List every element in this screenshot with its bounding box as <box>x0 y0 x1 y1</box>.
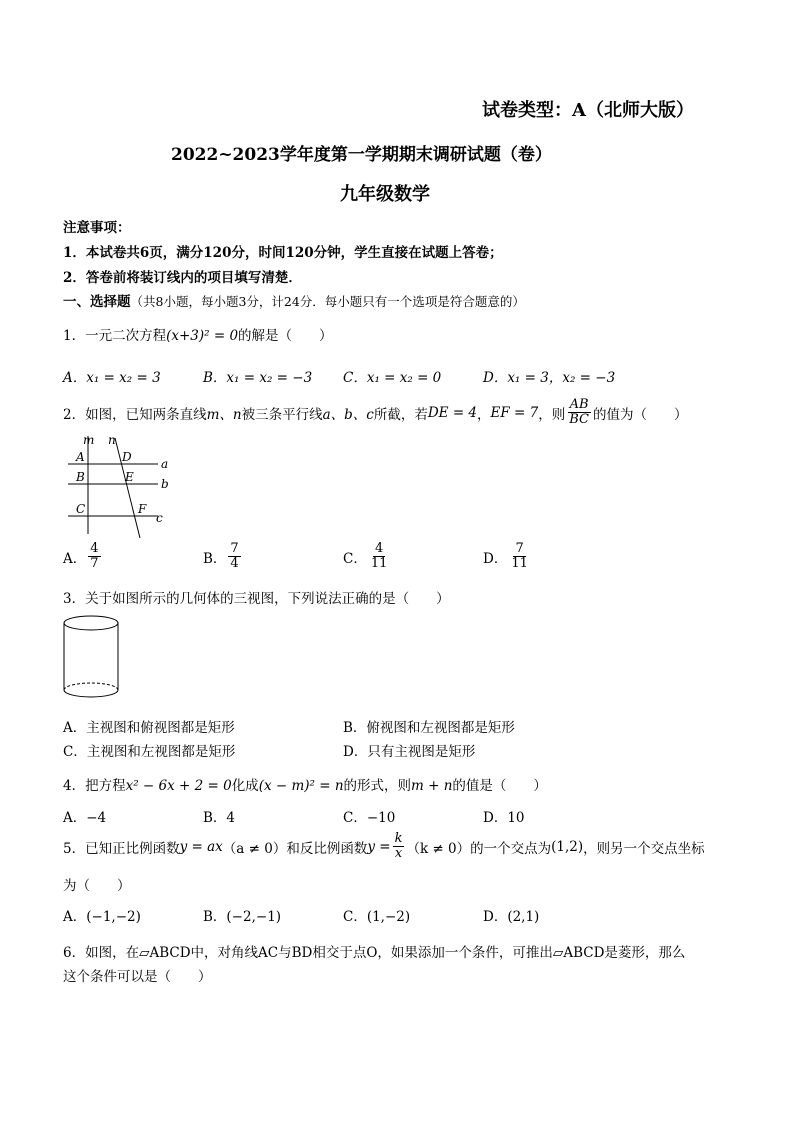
q2-option-c-num: 4 <box>374 541 384 556</box>
q2-option-c-den: 11 <box>370 556 388 571</box>
label-F: F <box>138 502 147 516</box>
q5-stem-c: 的一个交点为 <box>470 840 552 857</box>
q5-option-c[interactable]: C．(1,−2) <box>343 909 411 925</box>
question-4-stem <box>63 774 547 794</box>
q2-option-c-label: C． <box>343 550 367 567</box>
notes-heading: 注意事项： <box>63 220 131 236</box>
q5-f2-lhs: y = <box>367 838 391 855</box>
q5-f2-den: x <box>394 846 403 861</box>
q1-option-c[interactable]: C．x₁ = x₂ = 0 <box>343 370 442 386</box>
q2-ef: EF = 7 <box>490 404 539 421</box>
q2-option-d[interactable] <box>483 542 532 571</box>
q2-stem-c: 所截，若 <box>373 406 428 423</box>
q2-stem-b: 被三条平行线 <box>241 406 323 423</box>
q4-eq1: x² − 6x + 2 = 0 <box>125 778 232 794</box>
q2-option-d-label: D． <box>483 550 508 567</box>
cylinder-figure <box>60 612 124 704</box>
cylinder-bottom-front <box>64 690 118 697</box>
q4-option-d[interactable]: D．10 <box>483 810 525 826</box>
paper-title: 2022~2023学年度第一学期期末调研试题（卷） <box>171 145 552 165</box>
q4-stem-d: 的值是（ ） <box>452 778 547 794</box>
q5-option-d[interactable]: D．(2,1) <box>483 909 540 925</box>
q5-point: (1,2) <box>551 838 584 855</box>
cylinder-bottom-back <box>64 683 118 690</box>
q2-abc: a、b、c <box>322 406 374 423</box>
q2-option-c-frac <box>369 542 390 571</box>
q2-stem-d: ，则 <box>538 406 566 423</box>
question-1-stem <box>63 324 333 344</box>
q3-option-c[interactable]: C．主视图和左视图都是矩形 <box>63 744 236 760</box>
question-5-stem <box>63 832 705 861</box>
label-B: B <box>76 470 85 484</box>
q3-option-d[interactable]: D．只有主视图是矩形 <box>343 744 476 760</box>
label-E: E <box>125 470 134 484</box>
q2-fraction <box>567 398 591 427</box>
notes-item-2: 2．答卷前将装订线内的项目填写清楚． <box>63 270 302 286</box>
q2-mn: m、n <box>206 406 242 423</box>
q5-stem-line2: 为（ ） <box>63 878 131 894</box>
q5-f2-fraction <box>393 832 405 861</box>
q4-option-c[interactable]: C．−10 <box>343 810 396 826</box>
q5-option-b[interactable]: B．(−2,−1) <box>203 909 282 925</box>
section-desc: （共8小题，每小题3分，计24分．每小题只有一个选项是符合题意的） <box>130 294 525 309</box>
label-a: a <box>161 457 169 471</box>
q4-stem-c: 的形式，则 <box>343 778 412 794</box>
label-C: C <box>76 502 86 516</box>
q1-option-a[interactable]: A．x₁ = x₂ = 3 <box>63 370 161 386</box>
q2-figure <box>60 430 180 542</box>
q2-option-d-num: 7 <box>515 541 524 556</box>
label-m: m <box>83 433 95 447</box>
q2-option-d-den: 11 <box>511 556 528 571</box>
q2-frac-num: AB <box>569 397 589 412</box>
cylinder-top <box>64 616 118 630</box>
q1-stem-a: 1．一元二次方程 <box>63 328 167 344</box>
q2-option-a-label: A． <box>63 550 87 567</box>
q2-option-b-den: 4 <box>230 556 239 571</box>
q5-option-a[interactable]: A．(−1,−2) <box>63 909 141 925</box>
q5-f1: y = ax <box>179 838 223 855</box>
q2-option-c[interactable] <box>343 542 391 571</box>
q1-stem-b: 的解是（ ） <box>238 328 333 344</box>
label-A: A <box>76 450 85 464</box>
q2-option-b-label: B． <box>203 550 227 567</box>
q3-option-a[interactable]: A．主视图和俯视图都是矩形 <box>63 720 235 736</box>
q2-option-a-den: 7 <box>90 556 99 571</box>
q2-de: DE = 4 <box>427 404 478 421</box>
q2-option-a-frac <box>88 542 100 571</box>
label-c: c <box>156 511 163 525</box>
q2-option-a[interactable] <box>63 542 103 571</box>
q5-stem-a: 5．已知正比例函数 <box>63 840 180 857</box>
question-2-stem <box>63 398 688 427</box>
q5-c2: （k ≠ 0） <box>406 840 471 857</box>
q1-option-d[interactable]: D．x₁ = 3，x₂ = −3 <box>483 370 616 386</box>
q1-equation: (x+3)² = 0 <box>166 328 239 344</box>
q1-option-b[interactable]: B．x₁ = x₂ = −3 <box>203 370 313 386</box>
q2-sep: ， <box>477 406 491 423</box>
q4-option-b[interactable]: B．4 <box>203 810 236 826</box>
q2-option-d-frac <box>509 542 530 571</box>
q4-eq3: m + n <box>411 778 453 794</box>
paper-type: 试卷类型：A（北师大版） <box>482 100 694 121</box>
section-heading <box>63 290 525 310</box>
q2-option-b-num: 7 <box>230 541 239 556</box>
section-label: 一、选择题 <box>63 294 131 310</box>
label-n: n <box>108 433 116 447</box>
q5-f2-num: k <box>394 831 403 846</box>
notes-item-1: 1．本试卷共6页，满分120分，时间120分钟，学生直接在试题上答卷； <box>63 245 503 261</box>
q2-frac-den: BC <box>569 412 589 427</box>
subject-title: 九年级数学 <box>340 184 430 205</box>
q2-option-b[interactable] <box>203 542 243 571</box>
q5-c1: （a ≠ 0） <box>222 840 287 857</box>
q4-eq2: (x − m)² = n <box>258 778 344 794</box>
q4-option-a[interactable]: A．−4 <box>63 810 107 826</box>
q2-option-b-frac <box>228 542 240 571</box>
q4-stem-a: 4．把方程 <box>63 778 126 794</box>
label-b: b <box>161 477 169 491</box>
q2-option-a-num: 4 <box>90 541 99 556</box>
q5-stem-d: ，则另一个交点坐标 <box>583 840 705 857</box>
label-D: D <box>122 450 132 464</box>
q2-stem-a: 2．如图，已知两条直线 <box>63 406 207 423</box>
question-6-line1: 6．如图，在▱ABCD中，对角线AC与BD相交于点O，如果添加一个条件，可推出▱ABCD是菱形，那么 <box>63 945 686 961</box>
question-6-line2: 这个条件可以是（ ） <box>63 969 212 985</box>
q5-stem-b: 和反比例函数 <box>286 840 368 857</box>
q2-stem-e: 的值为（ ） <box>593 406 688 423</box>
q3-option-b[interactable]: B．俯视图和左视图都是矩形 <box>343 720 515 736</box>
q4-stem-b: 化成 <box>231 778 259 794</box>
question-3-stem: 3．关于如图所示的几何体的三视图，下列说法正确的是（ ） <box>63 591 450 607</box>
